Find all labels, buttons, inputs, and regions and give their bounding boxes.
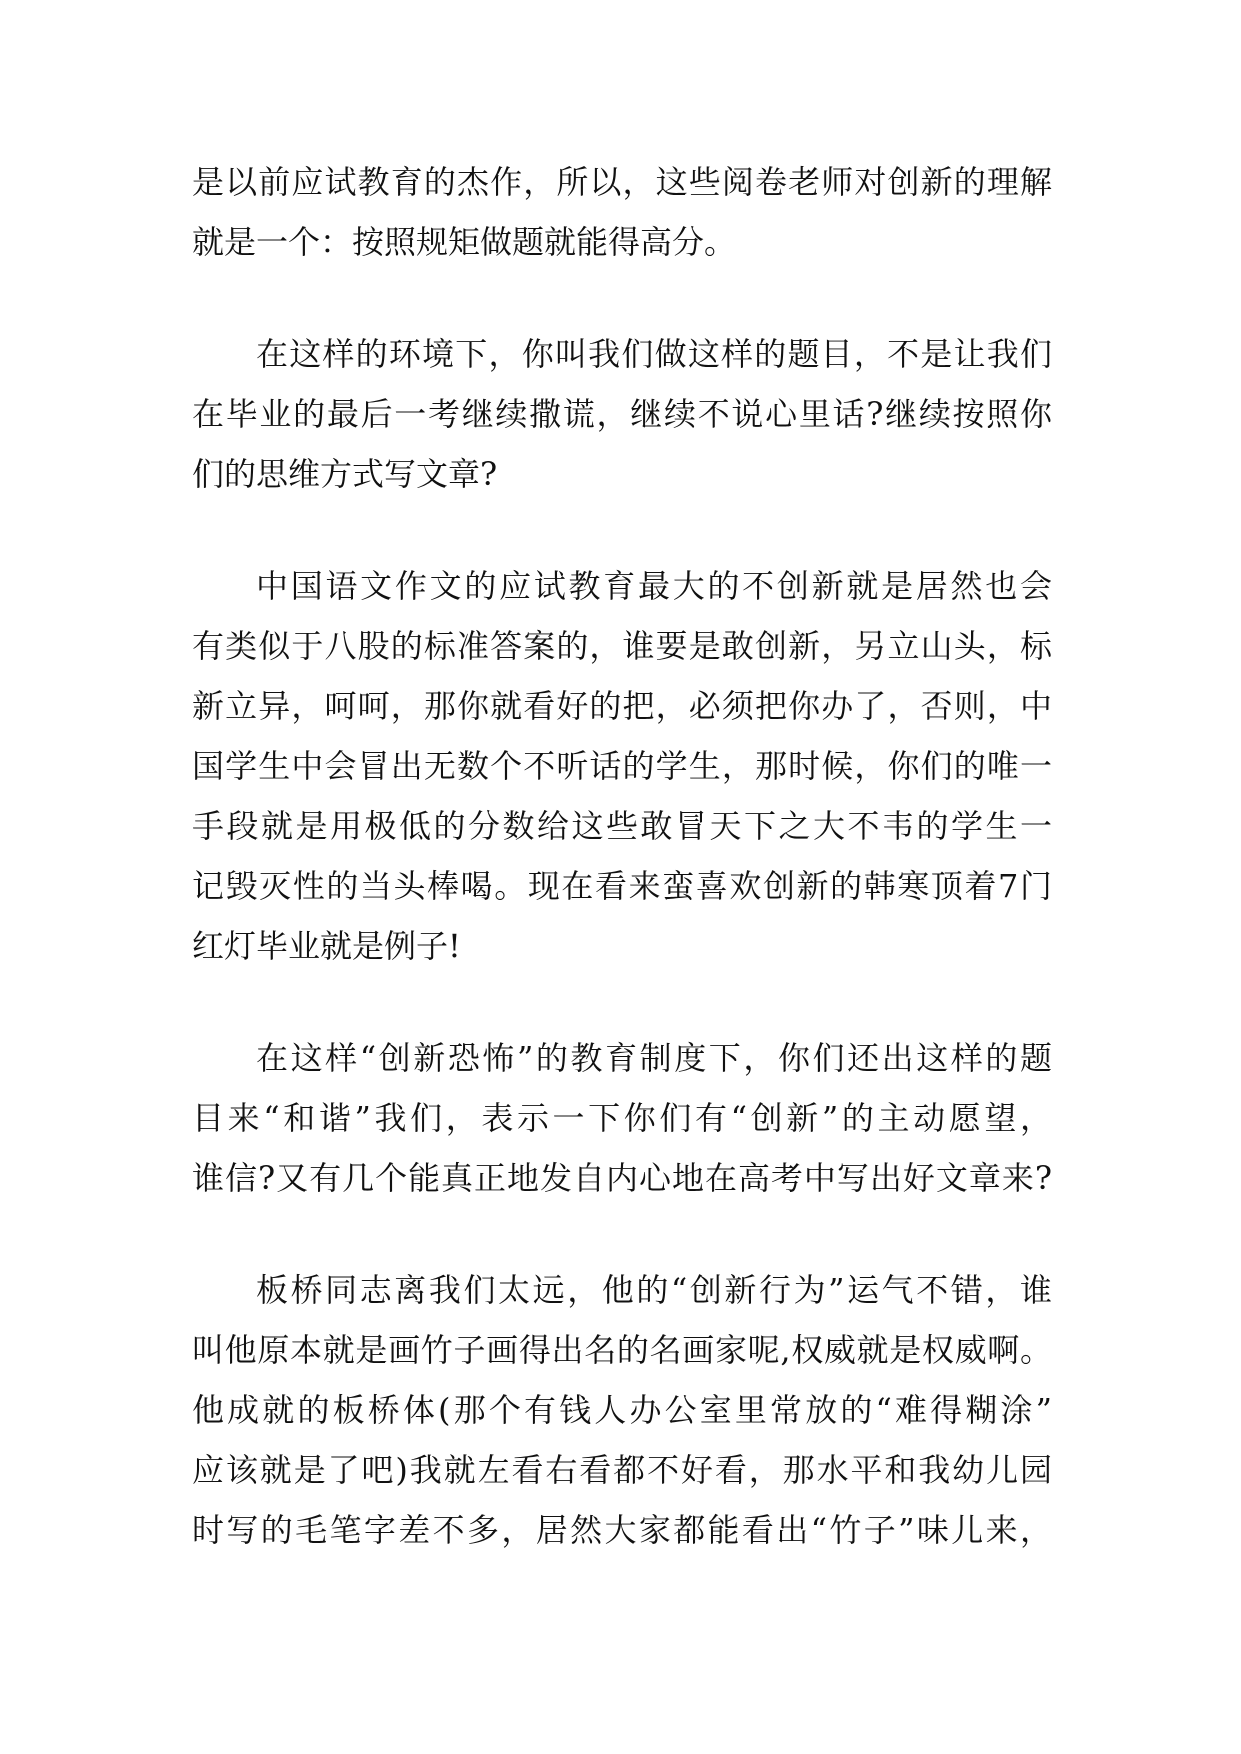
paragraph-line: 在毕业的最后一考继续撒谎，继续不说心里话?继续按照你 [192, 395, 1052, 433]
paragraph-line: 他成就的板桥体(那个有钱人办公室里常放的“难得糊涂” [192, 1391, 1052, 1429]
paragraph-line: 手段就是用极低的分数给这些敢冒天下之大不韦的学生一 [192, 807, 1052, 845]
paragraph-line: 在这样“创新恐怖”的教育制度下，你们还出这样的题 [256, 1039, 1052, 1077]
paragraph-line: 应该就是了吧)我就左看右看都不好看，那水平和我幼儿园 [192, 1451, 1052, 1489]
paragraph-line: 红灯毕业就是例子! [192, 927, 461, 965]
paragraph-line: 目来“和谐”我们，表示一下你们有“创新”的主动愿望， [192, 1099, 1052, 1137]
paragraph-line: 板桥同志离我们太远，他的“创新行为”运气不错，谁 [256, 1271, 1052, 1309]
paragraph-line: 是以前应试教育的杰作，所以，这些阅卷老师对创新的理解 [192, 163, 1052, 201]
paragraph-line: 中国语文作文的应试教育最大的不创新就是居然也会 [256, 567, 1052, 605]
paragraph-line: 就是一个：按照规矩做题就能得高分。 [192, 223, 737, 261]
paragraph-line: 们的思维方式写文章? [192, 455, 498, 493]
paragraph-line: 谁信?又有几个能真正地发自内心地在高考中写出好文章来? [192, 1159, 1052, 1197]
paragraph-line: 时写的毛笔字差不多，居然大家都能看出“竹子”味儿来， [192, 1511, 1052, 1549]
paragraph-line: 有类似于八股的标准答案的，谁要是敢创新，另立山头，标 [192, 627, 1052, 665]
paragraph-line: 叫他原本就是画竹子画得出名的名画家呢,权威就是权威啊。 [192, 1331, 1052, 1369]
paragraph-line: 记毁灭性的当头棒喝。现在看来蛮喜欢创新的韩寒顶着7门 [192, 867, 1052, 905]
paragraph-line: 新立异，呵呵，那你就看好的把，必须把你办了，否则，中 [192, 687, 1052, 725]
paragraph-line: 在这样的环境下，你叫我们做这样的题目，不是让我们 [256, 335, 1052, 373]
paragraph-line: 国学生中会冒出无数个不听话的学生，那时候，你们的唯一 [192, 747, 1052, 785]
